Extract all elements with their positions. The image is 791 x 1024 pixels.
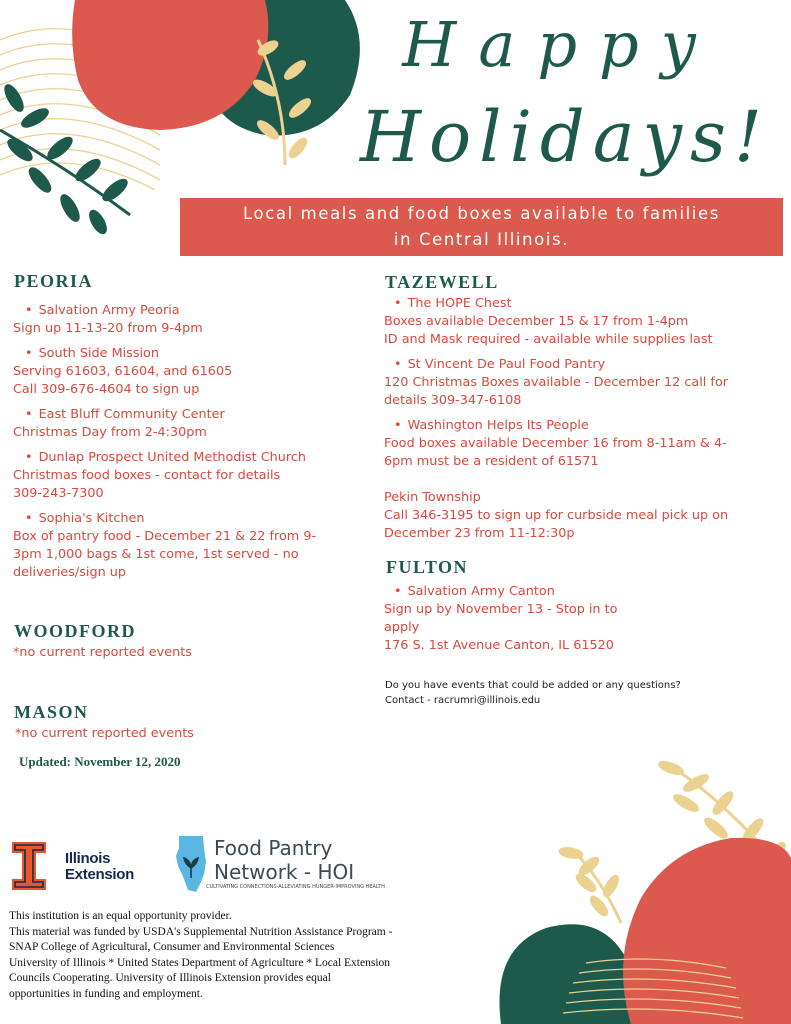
- event-detail: Call 309-676-4604 to sign up: [13, 382, 200, 397]
- list-item: [13, 302, 363, 338]
- list-item: [384, 295, 784, 349]
- footer-line: University of Illinois * United States Department of Agriculture * Local Extension: [9, 956, 391, 969]
- food-pantry-subtitle: Network - HOI: [214, 860, 355, 884]
- list-item: [384, 356, 784, 410]
- event-name: • Salvation Army Canton: [384, 583, 764, 601]
- event-detail: deliveries/sign up: [13, 565, 126, 580]
- event-detail: Christmas food boxes - contact for details: [13, 468, 281, 483]
- subtitle-banner: [180, 198, 783, 256]
- event-name: • The HOPE Chest: [384, 295, 784, 313]
- event-detail: ID and Mask required - available while supplies last: [384, 332, 713, 347]
- event-name: • East Bluff Community Center: [13, 406, 363, 424]
- fulton-event-list: [384, 583, 764, 655]
- event-detail: 3pm 1,000 bags & 1st come, 1st served - no: [13, 547, 299, 562]
- event-detail: apply: [384, 620, 420, 635]
- event-detail: 309-243-7300: [13, 486, 104, 501]
- bottom-right-decoration: [491, 758, 791, 1024]
- footer-line: Councils Cooperating. University of Illinois Extension provides equal: [9, 972, 331, 984]
- event-name: • Sophia's Kitchen: [13, 510, 363, 528]
- questions-contact: [385, 678, 681, 708]
- food-pantry-title: Food Pantry: [214, 836, 333, 860]
- event-detail: Box of pantry food - December 21 & 22 from 9-: [13, 529, 317, 544]
- fulton-heading: FULTON: [386, 557, 469, 577]
- list-item: [13, 406, 363, 442]
- event-detail: Serving 61603, 61604, and 61605: [13, 364, 233, 379]
- illinois-logo-text-1: Illinois: [65, 850, 111, 867]
- tazewell-event-list: [384, 295, 784, 543]
- event-detail: Boxes available December 15 & 17 from 1-4pm: [384, 314, 689, 329]
- tazewell-heading: TAZEWELL: [385, 272, 499, 292]
- contact-email[interactable]: Contact - racrumri@illinois.edu: [385, 695, 541, 706]
- mason-note: *no current reported events: [15, 726, 194, 741]
- footer-line: This institution is an equal opportunity provider.: [9, 910, 232, 922]
- event-detail: 176 S. 1st Avenue Canton, IL 61520: [384, 638, 614, 653]
- event-detail: Food boxes available December 16 from 8-11am & 4-: [384, 436, 727, 451]
- event-name: • Salvation Army Peoria: [13, 302, 363, 320]
- event-name: • Dunlap Prospect United Methodist Church: [13, 449, 363, 467]
- illinois-state-map-icon: [176, 834, 208, 894]
- food-pantry-network-logo: [176, 834, 385, 896]
- event-detail: Sign up by November 13 - Stop in to: [384, 602, 618, 617]
- event-name: • South Side Mission: [13, 345, 363, 363]
- list-item: [13, 449, 363, 503]
- peoria-heading: PEORIA: [14, 271, 94, 291]
- event-name: Pekin Township: [384, 490, 481, 505]
- list-item: [13, 510, 363, 582]
- woodford-heading: WOODFORD: [14, 621, 136, 641]
- event-detail: Christmas Day from 2-4:30pm: [13, 425, 207, 440]
- list-item: [384, 417, 784, 471]
- footer-line: SNAP College of Agricultural, Consumer and Environmental Sciences: [9, 941, 335, 953]
- footer-disclaimer: [9, 909, 459, 1002]
- peoria-event-list: [13, 302, 363, 582]
- banner-line-2: in Central Illinois.: [393, 230, 570, 249]
- event-detail: 6pm must be a resident of 61571: [384, 454, 599, 469]
- event-detail: Sign up 11-13-20 from 9-4pm: [13, 321, 203, 336]
- event-detail: December 23 from 11-12:30p: [384, 526, 575, 541]
- event-detail: 120 Christmas Boxes available - December 12 call for: [384, 375, 729, 390]
- title-holidays: Holidays!: [359, 96, 771, 178]
- footer-line: This material was funded by USDA's Supplemental Nutrition Assistance Program -: [9, 925, 393, 938]
- illinois-block-i-icon: [12, 842, 46, 890]
- woodford-note: *no current reported events: [13, 645, 192, 660]
- illinois-extension-logo: [12, 842, 152, 892]
- illinois-logo-text-2: Extension: [65, 866, 134, 883]
- event-name: • St Vincent De Paul Food Pantry: [384, 356, 784, 374]
- list-item: [384, 489, 784, 543]
- footer-line: opportunities in funding and employment.: [9, 987, 203, 1000]
- banner-line-1: Local meals and food boxes available to families: [243, 204, 720, 223]
- list-item: [13, 345, 363, 399]
- event-name: • Washington Helps Its People: [384, 417, 784, 435]
- updated-date: Updated: November 12, 2020: [19, 754, 181, 769]
- event-detail: Call 346-3195 to sign up for curbside meal pick up on: [384, 508, 729, 523]
- food-pantry-tagline: CULTIVATING CONNECTIONS-ALLEVIATING HUNGER-IMPROVING HEALTH: [206, 884, 385, 890]
- mason-heading: MASON: [14, 702, 89, 722]
- list-item: [384, 583, 764, 655]
- event-detail: details 309-347-6108: [384, 393, 522, 408]
- questions-text: Do you have events that could be added or any questions?: [385, 680, 681, 691]
- title-happy: Happy: [402, 8, 718, 81]
